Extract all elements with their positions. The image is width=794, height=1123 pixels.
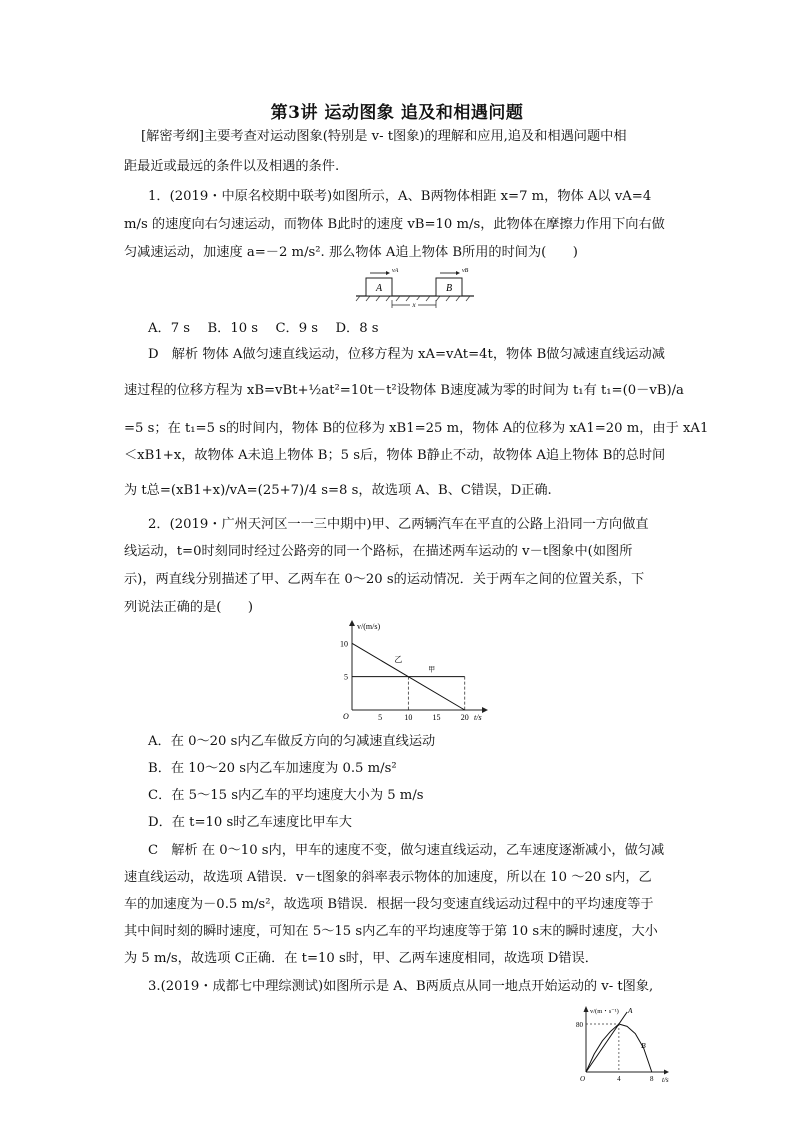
x-tick-label-20: 20	[460, 713, 469, 722]
q2-answer-line-3: 车的加速度为－0.5 m/s²，故选项 B错误．根据一段匀变速直线运动过程中的平均速度等于	[124, 897, 654, 912]
q2-stem-line-3: 示)，两直线分别描述了甲、乙两车在 0～20 s的运动情况．关于两车之间的位置关系，下	[124, 572, 645, 587]
y-tick-label-10: 10	[340, 639, 348, 649]
q2-option-b: B．在 10～20 s内乙车加速度为 0.5 m/s²	[148, 761, 397, 776]
q3-chart-svg	[562, 1004, 674, 1084]
q2-option-c: C．在 5～15 s内乙车的平均速度大小为 5 m/s	[148, 788, 424, 803]
series-yi-label: 乙	[394, 655, 403, 664]
x-axis-label: t/s	[662, 1076, 669, 1084]
q1-stem-line-2: m/s 的速度向右匀速运动，而物体 B此时的速度 vB=10 m/s，此物体在摩擦力作用下向右做	[124, 217, 665, 232]
q1-stem-line-3: 匀减速运动，加速度 a=－2 m/s². 那么物体 A追上物体 B所用的时间为( )	[124, 245, 578, 260]
q2-answer-line-4: 其中间时刻的瞬时速度，可知在 5～15 s内乙车的平均速度等于第 10 s末的瞬时速度，大小	[124, 924, 658, 939]
x-axis-arrow	[482, 707, 488, 713]
q2-stem-line-1: 2．(2019・广州天河区一一三中期中)甲、乙两辆汽车在平直的公路上沿同一方向做直	[148, 517, 649, 532]
q1-figure	[350, 264, 480, 312]
q2-stem-line-4: 列说法正确的是( )	[124, 600, 253, 615]
x-tick-label-10: 10	[404, 713, 413, 722]
page-title: 第3讲 运动图象 追及和相遇问题	[270, 103, 524, 123]
q1-answer-line-5: 为 t总=(xB1+x)/vA=(25+7)/4 s=8 s，故选项 A、B、C错误，D正确.	[124, 483, 552, 498]
x-axis-arrow	[664, 1070, 669, 1075]
y-axis-label: v/(m/s)	[357, 622, 381, 631]
va-label: vA	[392, 268, 399, 274]
y-axis-arrow	[584, 1006, 589, 1012]
series-a-label: A	[627, 1006, 633, 1016]
q2-chart	[322, 618, 492, 726]
intro-line-1: [解密考纲]主要考查对运动图象(特别是 v- t图象)的理解和应用,追及和相遇问题中相	[141, 129, 627, 144]
q2-option-d: D．在 t=10 s时乙车速度比甲车大	[148, 815, 352, 830]
distance-label: x	[412, 301, 416, 309]
block-b-label: B	[445, 283, 453, 294]
q2-answer-line-1: C 解析 在 0～10 s内，甲车的速度不变，做匀速直线运动，乙车速度逐渐减小，做匀减	[148, 843, 665, 858]
q3-chart	[562, 1004, 674, 1084]
x-tick-label-5: 5	[378, 713, 383, 722]
q1-answer-line-2: 速过程的位移方程为 xB=vBt+½at²=10t－t²设物体 B速度减为零的时间为 t₁有 t₁=(0－vB)/a	[124, 383, 684, 398]
q2-chart-svg	[322, 618, 492, 726]
series-jia-label: 甲	[428, 665, 436, 674]
y-axis-label: v/(m・s⁻¹)	[590, 1008, 619, 1015]
q1-answer-line-4: ＜xB1+x，故物体 A未追上物体 B；5 s后，物体 B静止不动，故物体 A追上物体 B的总时间	[124, 448, 666, 463]
x-tick-label-15: 15	[432, 713, 441, 722]
series-a-line	[586, 1012, 627, 1072]
vb-label: vB	[462, 268, 469, 274]
origin-label: O	[580, 1075, 586, 1083]
series-b-label: B	[641, 1041, 646, 1050]
y-tick-label-80: 80	[576, 1021, 583, 1029]
intro-line-2: 距最近或最远的条件以及相遇的条件.	[124, 159, 340, 174]
q2-stem-line-2: 线运动，t=0时刻同时经过公路旁的同一个路标，在描述两车运动的 v－t图象中(如图所	[124, 544, 633, 559]
y-axis-arrow	[349, 620, 355, 626]
q3-stem-line-1: 3.(2019・成都七中理综测试)如图所示是 A、B两质点从同一地点开始运动的 v- t图象,	[148, 979, 654, 994]
x-tick-label-4: 4	[617, 1075, 621, 1083]
origin-label: O	[343, 712, 349, 721]
y-tick-label-5: 5	[344, 672, 348, 682]
q2-answer-line-2: 速直线运动，故选项 A错误．v－t图象的斜率表示物体的加速度，所以在 10 ～20 s内，乙	[124, 870, 652, 885]
q1-answer-line-1: D 解析 物体 A做匀速直线运动，位移方程为 xA=vAt=4t，物体 B做匀减速直线运动减	[148, 347, 665, 362]
q1-options: A．7 s B．10 s C．9 s D．8 s	[148, 321, 379, 336]
q2-answer-line-5: 为 5 m/s，故选项 C正确．在 t=10 s时，甲、乙两车速度相同，故选项 D错误．	[124, 951, 598, 966]
q1-stem-line-1: 1．(2019・中原名校期中联考)如图所示，A、B两物体相距 x=7 m，物体 A以 vA=4	[148, 189, 652, 204]
q2-option-a: A．在 0～20 s内乙车做反方向的匀减速直线运动	[148, 734, 436, 749]
x-axis-label: t/s	[474, 713, 482, 722]
block-a-label: A	[375, 283, 383, 294]
q1-answer-line-3: =5 s；在 t₁=5 s的时间内，物体 B的位移为 xB1=25 m，物体 A的位移为 xA1=20 m，由于 xA1	[124, 421, 709, 436]
x-tick-label-8: 8	[650, 1075, 654, 1083]
